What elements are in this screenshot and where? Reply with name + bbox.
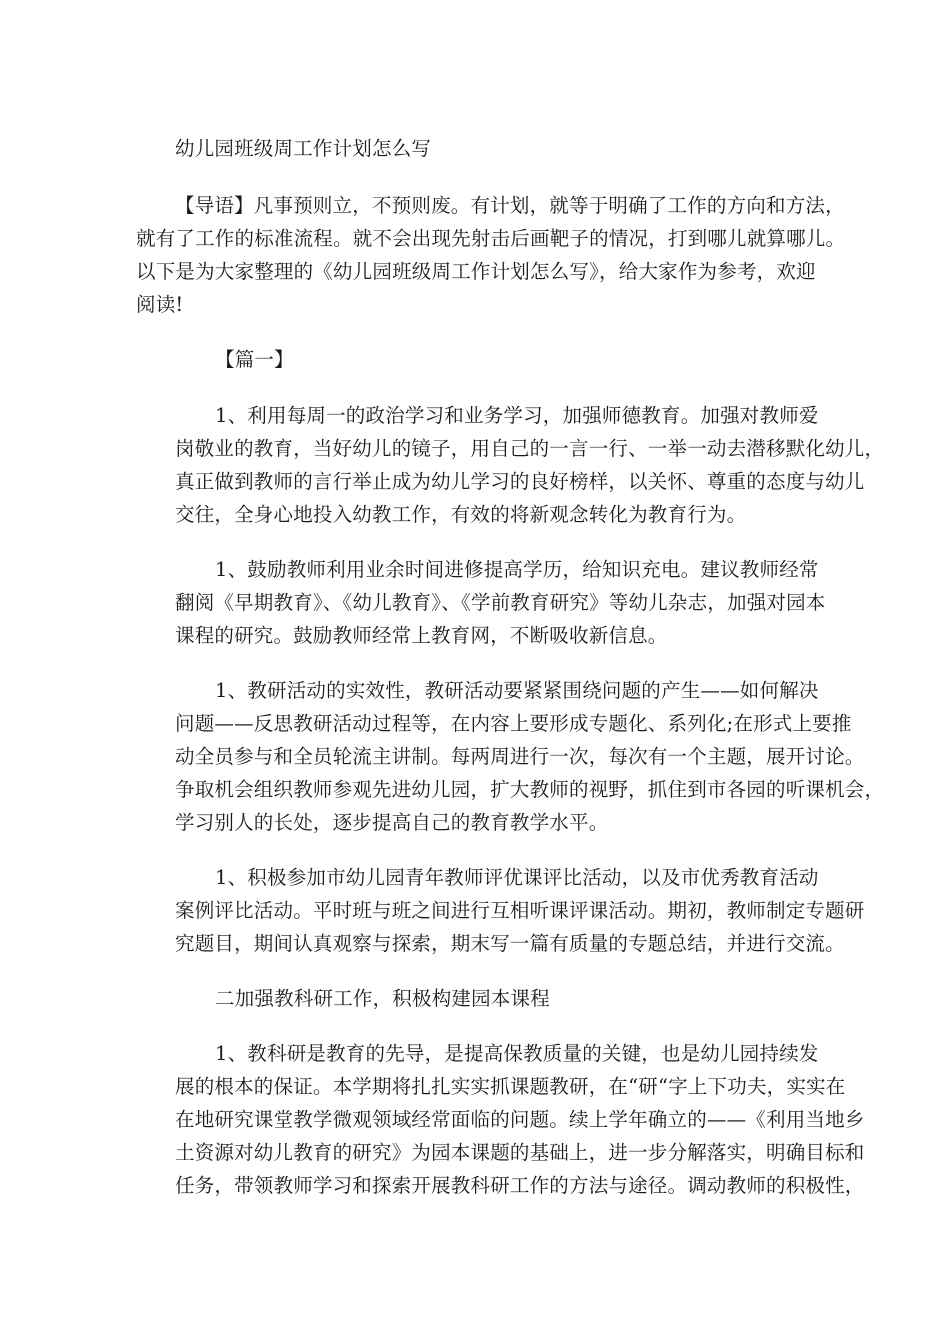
paragraph-1-line-2: 岗敬业的教育，当好幼儿的镜子，用自己的一言一行、一举一动去潜移默化幼儿， xyxy=(175,437,885,460)
paragraph-2-line-3: 课程的研究。鼓励教师经常上教育网，不断吸收新信息。 xyxy=(175,624,668,647)
document-title: 幼儿园班级周工作计划怎么写 xyxy=(175,137,432,160)
paragraph-3-line-4: 争取机会组织教师参观先进幼儿园，扩大教师的视野，抓住到市各园的听课机会， xyxy=(175,778,885,801)
paragraph-5-line-2: 展的根本的保证。本学期将扎扎实实抓课题教研，在“研“字上下功夫，实实在 xyxy=(175,1075,846,1098)
paragraph-2-line-1: 1、鼓励教师利用业余时间进修提高学历，给知识充电。建议教师经常 xyxy=(215,558,819,581)
paragraph-1-line-1: 1、利用每周一的政治学习和业务学习，加强师德教育。加强对教师爱 xyxy=(215,404,819,427)
intro-line-3: 以下是为大家整理的《幼儿园班级周工作计划怎么写》，给大家作为参考，欢迎 xyxy=(136,260,816,283)
paragraph-1-line-3: 真正做到教师的言行举止成为幼儿学习的良好榜样，以关怀、尊重的态度与幼儿 xyxy=(175,470,865,493)
intro-line-2: 就有了工作的标准流程。就不会出现先射击后画靶子的情况，打到哪儿就算哪儿。 xyxy=(136,227,846,250)
intro-line-1: 【导语】凡事预则立，不预则废。有计划，就等于明确了工作的方向和方法， xyxy=(175,194,845,217)
paragraph-2-line-2: 翻阅《早期教育》、《幼儿教育》、《学前教育研究》等幼儿杂志，加强对园本 xyxy=(175,591,826,614)
section-heading: 【篇一】 xyxy=(215,348,294,371)
intro-line-4: 阅读! xyxy=(136,293,184,316)
paragraph-3-line-5: 学习别人的长处，逐步提高自己的教育教学水平。 xyxy=(175,811,609,834)
paragraph-4-line-2: 案例评比活动。平时班与班之间进行互相听课评课活动。期初，教师制定专题研 xyxy=(175,899,865,922)
paragraph-5-line-3: 在地研究课堂教学微观领域经常面临的问题。续上学年确立的——《利用当地乡 xyxy=(175,1108,865,1131)
paragraph-4-line-1: 1、积极参加市幼儿园青年教师评优课评比活动，以及市优秀教育活动 xyxy=(215,866,819,889)
subheading: 二加强教科研工作，积极构建园本课程 xyxy=(215,987,550,1010)
paragraph-3-line-3: 动全员参与和全员轮流主讲制。每两周进行一次，每次有一个主题，展开讨论。 xyxy=(175,745,865,768)
paragraph-1-line-4: 交往，全身心地投入幼教工作，有效的将新观念转化为教育行为。 xyxy=(175,503,747,526)
paragraph-5-line-4: 土资源对幼儿教育的研究》为园本课题的基础上，进一步分解落实，明确目标和 xyxy=(175,1141,865,1164)
paragraph-4-line-3: 究题目，期间认真观察与探索，期末写一篇有质量的专题总结，并进行交流。 xyxy=(175,932,845,955)
paragraph-3-line-2: 问题——反思教研活动过程等，在内容上要形成专题化、系列化;在形式上要推 xyxy=(175,712,852,735)
paragraph-5-line-5: 任务，带领教师学习和探索开展教科研工作的方法与途径。调动教师的积极性， xyxy=(175,1174,865,1197)
paragraph-3-line-1: 1、教研活动的实效性，教研活动要紧紧围绕问题的产生——如何解决 xyxy=(215,679,819,702)
paragraph-5-line-1: 1、教科研是教育的先导，是提高保教质量的关键，也是幼儿园持续发 xyxy=(215,1042,819,1065)
